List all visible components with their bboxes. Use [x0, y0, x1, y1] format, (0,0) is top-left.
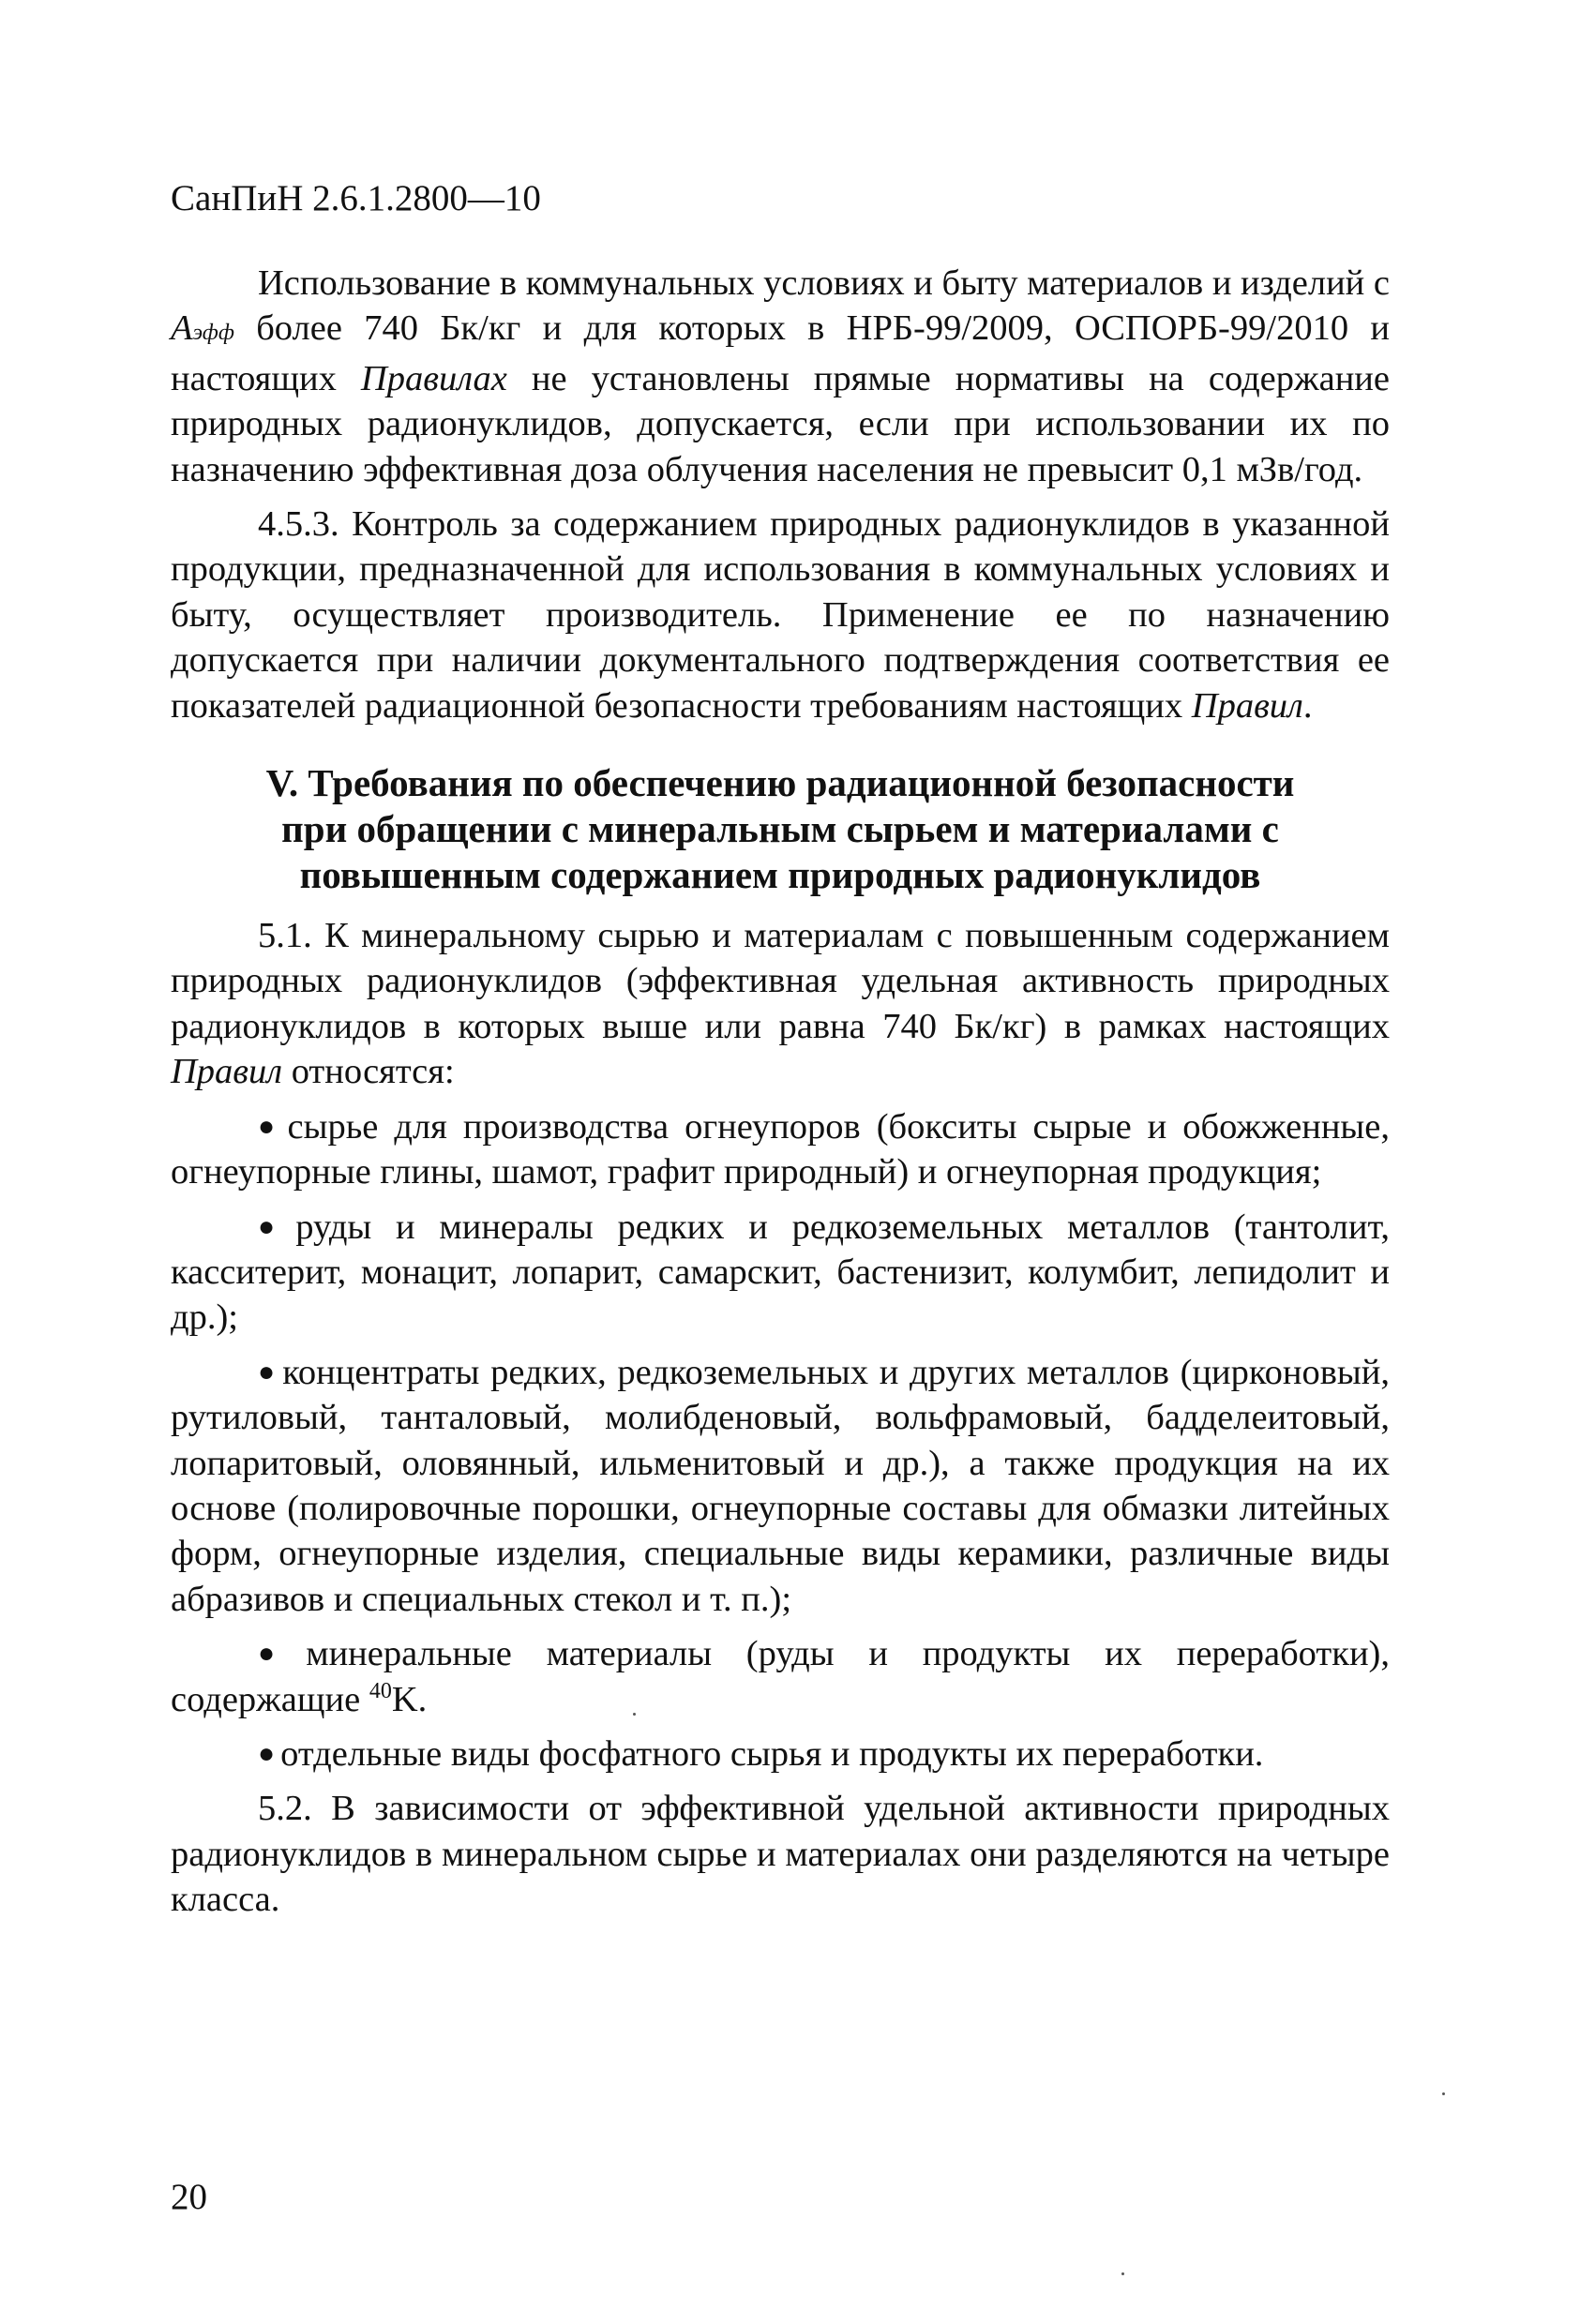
section-title-line-2: при обращении с минеральным сырьем и материалами с	[281, 807, 1279, 851]
paragraph-4-5-3-post: .	[1302, 685, 1313, 726]
rules-reference: Правил	[171, 1052, 283, 1092]
paragraph-5-1-post: относятся:	[282, 1052, 455, 1092]
bullet-text: отдельные виды фосфатного сырья и продукты их переработки.	[280, 1733, 1264, 1774]
paragraph-4-5-3	[171, 502, 1390, 728]
paragraph-5-1-pre: 5.1. К минеральному сырью и материалам с повышенным содержанием природных радионуклидов (эффективная удельная активность природных радионуклидов в которых выше или равна 740 Бк/кг) в рамках настоящих	[171, 916, 1390, 1046]
rules-reference: Правилах	[360, 358, 507, 398]
bullet-icon: ●	[258, 1638, 301, 1670]
bullet-item	[171, 1205, 1390, 1341]
bullet-icon: ●	[258, 1110, 282, 1142]
rules-reference: Правил	[1191, 685, 1303, 726]
scan-speck	[633, 1713, 636, 1716]
bullet-item	[171, 1104, 1390, 1195]
bullet-icon: ●	[258, 1356, 278, 1387]
bullet-text: концентраты редких, редкоземельных и других металлов (цирконовый, рутиловый, танталовый, молибденовый, вольфрамовый, бадделеитовый, лопаритовый, оловянный, ильменитовый и др.), а также продукция на их основе (полировочные порошки, огнеупорные составы для обмазки литейных форм, огнеупорные изделия, специальные виды керамики, различные виды абразивов и специальных стекол и т. п.);	[171, 1352, 1391, 1619]
paragraph-5-1	[171, 913, 1390, 1095]
paragraph-usage-post: не установлены прямые нормативы на содержание природных радионуклидов, допускается, если при использовании их по назначению эффективная доза облучения населения не превысит 0,1 мЗв/год.	[171, 358, 1390, 489]
paragraph-usage-mid: более 740 Бк/кг и для которых в НРБ-99/2009, ОСПОРБ-99/2010 и настоящих	[171, 308, 1390, 398]
scan-speck	[1442, 2092, 1445, 2095]
bullet-text: руды и минералы редких и редкоземельных металлов (тантолит, касситерит, монацит, лопарит, самарскит, бастенизит, колумбит, лепидолит и др.);	[171, 1207, 1391, 1338]
bullet-icon: ●	[258, 1210, 291, 1242]
bullet-text: сырье для производства огнеупоров (бокситы сырые и обожженные, огнеупорные глины, шамот, графит природный) и огнеупорная продукция;	[171, 1106, 1390, 1192]
activity-symbol: А	[171, 308, 193, 349]
section-title-line-3: повышенным содержанием природных радионуклидов	[299, 853, 1261, 897]
bullet-item	[171, 1631, 1390, 1722]
paragraph-usage-pre: Использование в коммунальных условиях и быту материалов и изделий с	[258, 263, 1390, 303]
scan-speck	[1121, 2272, 1124, 2275]
document-header: СанПиН 2.6.1.2800—10	[171, 178, 541, 218]
bullet-item	[171, 1732, 1390, 1777]
paragraph-usage	[171, 261, 1390, 492]
bullet-icon: ●	[258, 1737, 276, 1769]
paragraph-4-5-3-pre: 4.5.3. Контроль за содержанием природных радионуклидов в указанной продукции, предназначенной для использования в коммунальных условиях и быту, осуществляет производитель. Применение ее по назначению допускается при наличии документального подтверждения соответствия ее показателей радиационной безопасности требованиям настоящих	[171, 504, 1390, 726]
bullet-text-post: K.	[391, 1679, 428, 1719]
bullet-text-pre: минеральные материалы (руды и продукты их переработки), содержащие	[171, 1634, 1390, 1719]
activity-subscript: эфф	[192, 321, 234, 346]
isotope-superscript: 40	[369, 1678, 392, 1703]
paragraph-5-2: 5.2. В зависимости от эффективной удельной активности природных радионуклидов в минеральном сырье и материалах они разделяются на четыре класса.	[171, 1789, 1390, 1920]
body-text	[171, 261, 1390, 1923]
section-title-line-1: V. Требования по обеспечению радиационной безопасности	[265, 761, 1295, 805]
page-number: 20	[171, 2177, 207, 2217]
bullet-item	[171, 1350, 1390, 1622]
section-title	[171, 760, 1390, 898]
